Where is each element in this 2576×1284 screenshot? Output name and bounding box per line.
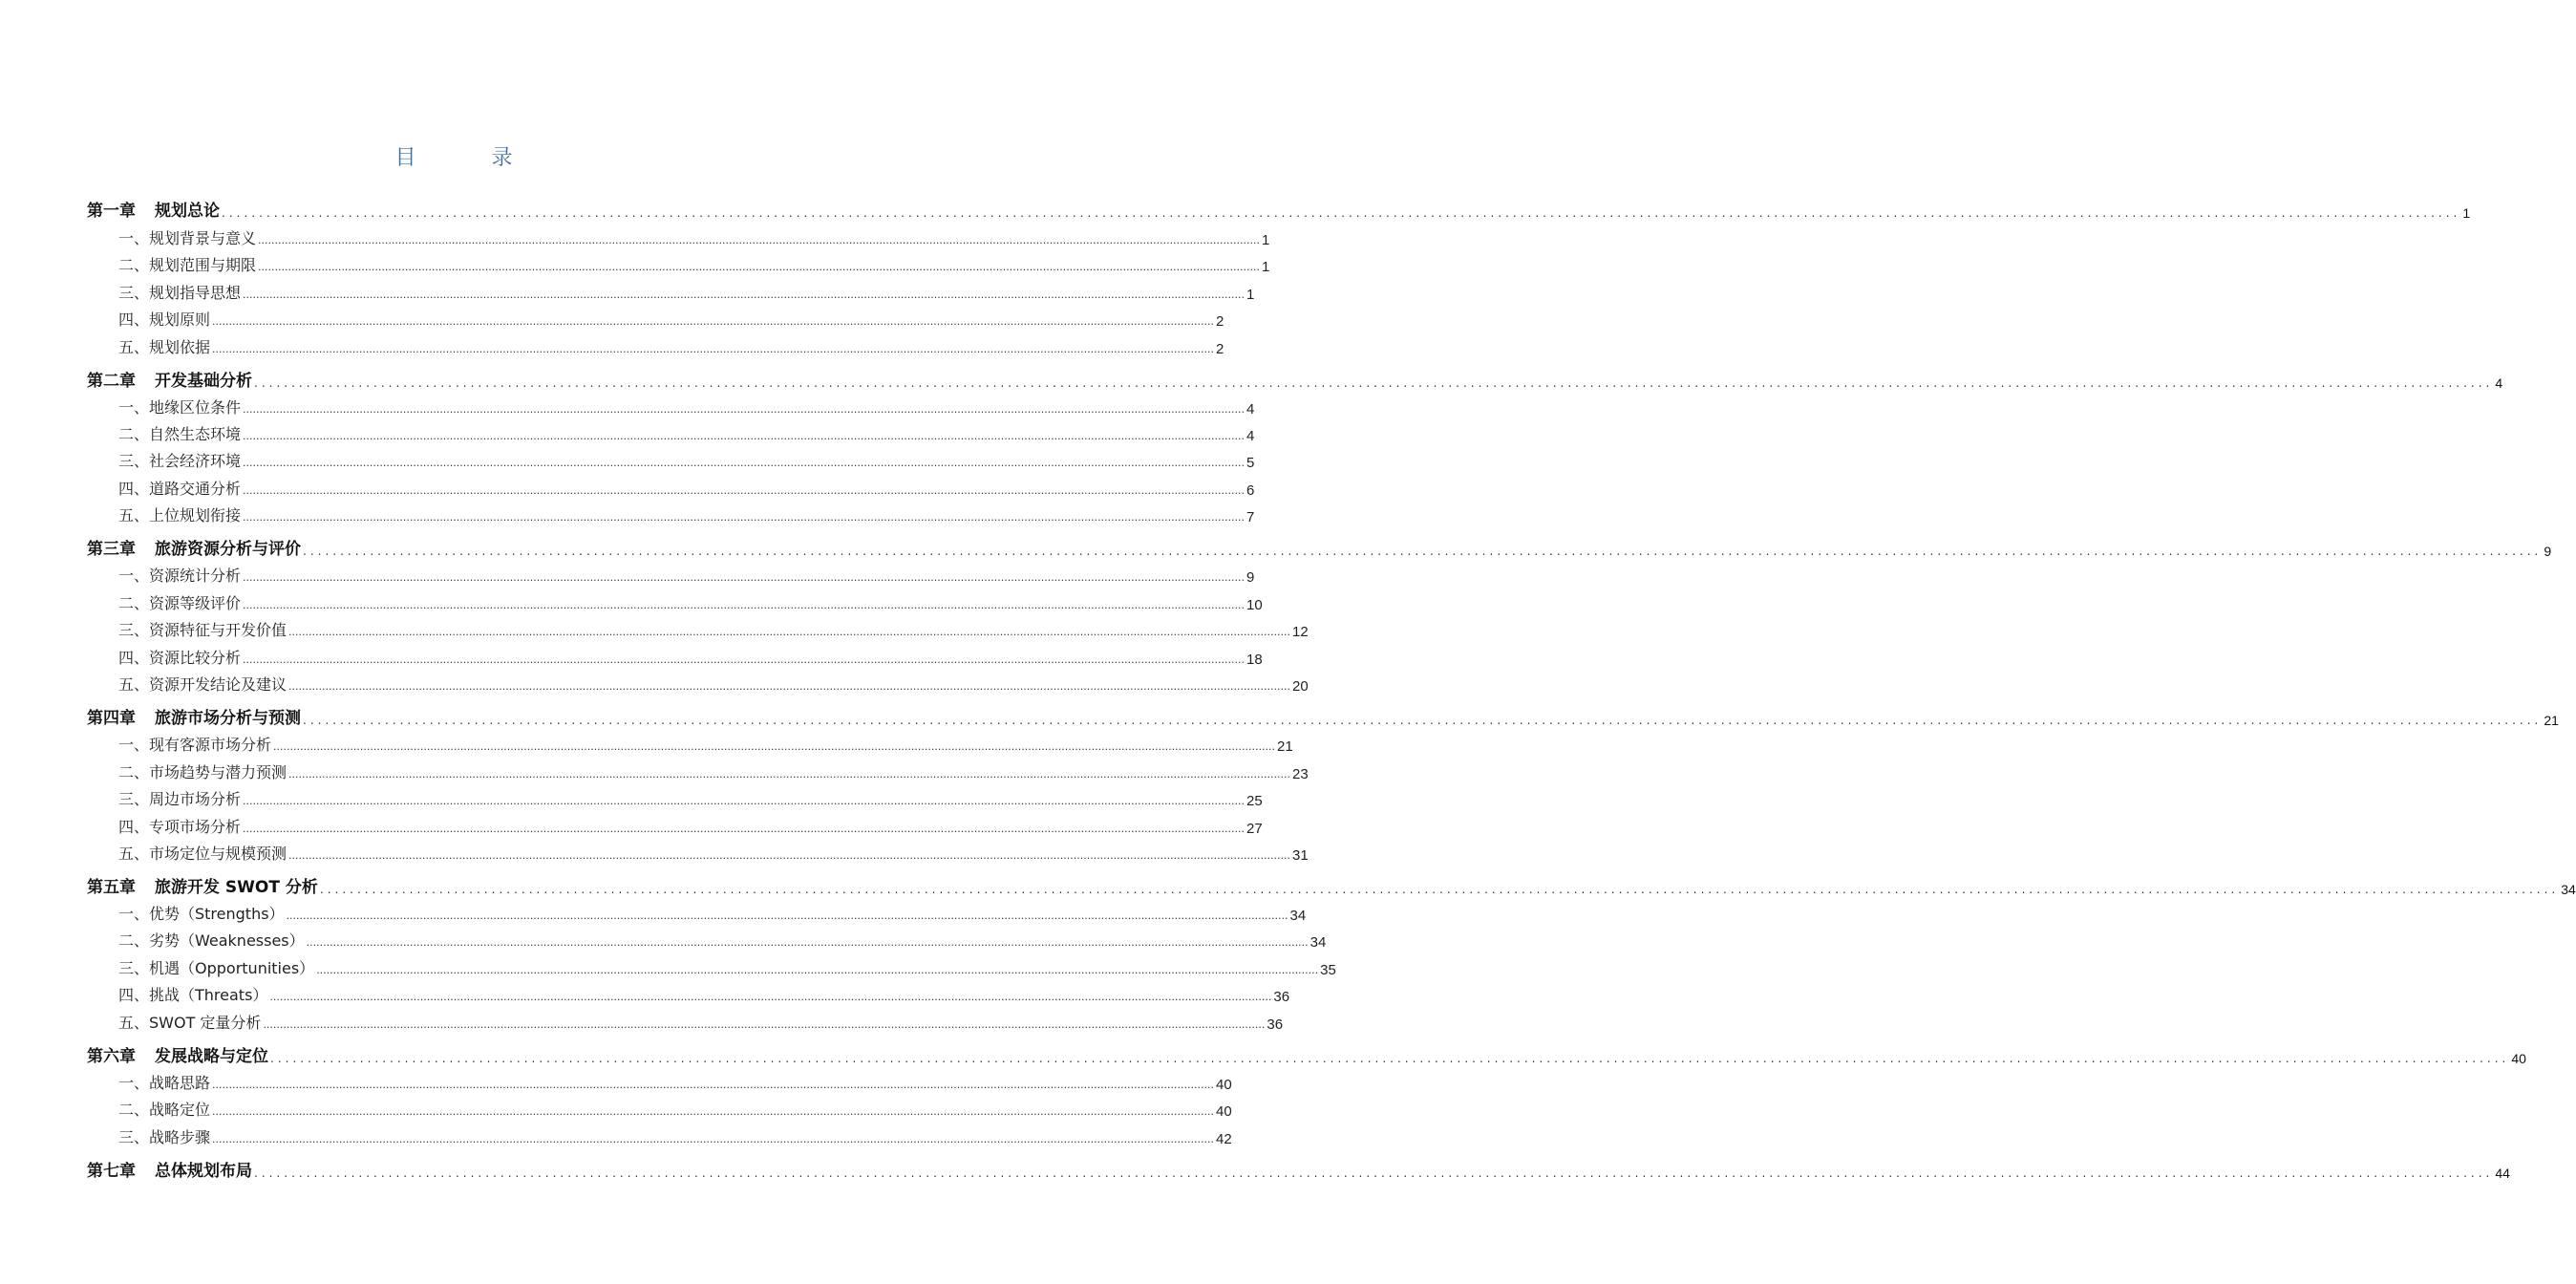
chapter-number: 第七章 <box>87 1162 136 1181</box>
dot-leader: ............................................................................................................................................................................................................................................................................................................ <box>243 653 1245 666</box>
toc-section-entry[interactable] <box>118 448 1255 471</box>
page-number: 25 <box>1246 793 1263 809</box>
toc-section-entry[interactable] <box>118 786 1263 809</box>
toc-section-entry[interactable] <box>118 307 1224 330</box>
page-number: 27 <box>1246 821 1263 837</box>
dot-leader: ............................................................................................................................................................................................................................................................................................................ <box>288 680 1290 693</box>
section-title: 二、资源等级评价 <box>118 594 242 612</box>
toc-chapter-entry[interactable] <box>87 536 2552 559</box>
page-number: 2 <box>1216 341 1224 357</box>
section-title: 四、挑战（Threats） <box>118 986 268 1004</box>
page-number: 40 <box>2511 1051 2526 1066</box>
dot-leader: ............................................................................................................................................................................................................................................................................................................ <box>254 376 2494 390</box>
chapter-number: 第五章 <box>87 878 136 897</box>
toc-section-entry[interactable] <box>118 841 1309 864</box>
dot-leader: ............................................................................................................................................................................................................................................................................................................ <box>243 511 1245 524</box>
toc-chapter-entry[interactable] <box>87 1158 2510 1181</box>
section-title: 二、劣势（Weaknesses） <box>118 931 305 950</box>
dot-leader: ............................................................................................................................................................................................................................................................................................................ <box>212 1079 1214 1091</box>
dot-leader: ............................................................................................................................................................................................................................................................................................................ <box>270 1052 2510 1065</box>
dot-leader: ............................................................................................................................................................................................................................................................................................................ <box>243 430 1245 442</box>
toc-section-entry[interactable] <box>118 672 1309 695</box>
toc-section-entry[interactable] <box>118 421 1255 444</box>
page-number: 44 <box>2495 1166 2510 1181</box>
toc-section-entry[interactable] <box>118 732 1293 755</box>
toc-chapter-entry[interactable] <box>87 705 2559 728</box>
page-number: 6 <box>1246 482 1255 499</box>
toc-chapter-entry[interactable] <box>87 874 2576 897</box>
dot-leader: ............................................................................................................................................................................................................................................................................................................ <box>273 740 1275 753</box>
dot-leader: ............................................................................................................................................................................................................................................................................................................ <box>243 484 1245 497</box>
dot-leader: ............................................................................................................................................................................................................................................................................................................ <box>212 1133 1214 1145</box>
toc-section-entry[interactable] <box>118 901 1307 924</box>
toc-section-entry[interactable] <box>118 1070 1232 1093</box>
dot-leader: ............................................................................................................................................................................................................................................................................................................ <box>288 768 1290 781</box>
section-title: 四、规划原则 <box>118 310 211 329</box>
chapter-number: 第二章 <box>87 372 136 391</box>
chapter-number: 第四章 <box>87 709 136 728</box>
section-title: 四、专项市场分析 <box>118 818 242 836</box>
page-number: 4 <box>1246 401 1255 417</box>
section-title: 一、规划背景与意义 <box>118 229 257 247</box>
toc-section-entry[interactable] <box>118 503 1255 525</box>
page-number: 7 <box>1246 509 1255 525</box>
page-number: 34 <box>2561 882 2576 897</box>
chapter-title: 旅游市场分析与预测 <box>155 709 301 728</box>
section-title: 四、资源比较分析 <box>118 649 242 667</box>
dot-leader: ............................................................................................................................................................................................................................................................................................................ <box>222 206 2461 220</box>
page-number: 10 <box>1246 597 1263 613</box>
section-title: 五、规划依据 <box>118 338 211 356</box>
page-number: 34 <box>1309 934 1327 951</box>
toc-section-entry[interactable] <box>118 252 1270 275</box>
dot-leader: ............................................................................................................................................................................................................................................................................................................ <box>263 1018 1266 1031</box>
dot-leader: ............................................................................................................................................................................................................................................................................................................ <box>306 936 1309 949</box>
dot-leader: ............................................................................................................................................................................................................................................................................................................ <box>254 1166 2494 1180</box>
toc-section-entry[interactable] <box>118 955 1336 978</box>
page-number: 9 <box>2544 544 2552 559</box>
chapter-title: 发展战略与定位 <box>155 1047 268 1066</box>
section-title: 二、规划范围与期限 <box>118 256 257 274</box>
dot-leader: ............................................................................................................................................................................................................................................................................................................ <box>316 964 1319 976</box>
page-number: 21 <box>1277 738 1293 755</box>
page-number: 12 <box>1292 624 1309 640</box>
page-number: 1 <box>1246 287 1255 303</box>
dot-leader: ............................................................................................................................................................................................................................................................................................................ <box>243 571 1245 584</box>
chapter-title: 总体规划布局 <box>155 1162 252 1181</box>
page-number: 18 <box>1246 652 1263 668</box>
dot-leader: ............................................................................................................................................................................................................................................................................................................ <box>243 403 1245 416</box>
toc-section-entry[interactable] <box>118 982 1290 1005</box>
dot-leader: ............................................................................................................................................................................................................................................................................................................ <box>258 234 1260 246</box>
toc-section-entry[interactable] <box>118 760 1309 782</box>
dot-leader: ............................................................................................................................................................................................................................................................................................................ <box>243 457 1245 469</box>
page-number: 1 <box>1262 232 1270 248</box>
section-title: 一、优势（Strengths） <box>118 905 285 923</box>
page-number: 40 <box>1216 1077 1232 1093</box>
chapter-number: 第一章 <box>87 202 136 221</box>
toc-section-entry[interactable] <box>118 645 1263 668</box>
section-title: 五、资源开发结论及建议 <box>118 675 287 694</box>
chapter-title: 开发基础分析 <box>155 372 252 391</box>
page-number: 31 <box>1292 847 1309 864</box>
section-title: 三、规划指导思想 <box>118 284 242 302</box>
chapter-title: 规划总论 <box>155 202 220 221</box>
section-title: 三、战略步骤 <box>118 1128 211 1146</box>
toc-section-entry[interactable] <box>118 814 1263 837</box>
page-number: 21 <box>2544 713 2559 728</box>
page-number: 35 <box>1320 962 1336 978</box>
toc-chapter-entry[interactable] <box>87 198 2471 221</box>
dot-leader: ............................................................................................................................................................................................................................................................................................................ <box>269 991 1272 1003</box>
page-number: 40 <box>1216 1103 1232 1120</box>
dot-leader: ............................................................................................................................................................................................................................................................................................................ <box>243 599 1245 611</box>
section-title: 四、道路交通分析 <box>118 480 242 498</box>
page-number: 2 <box>1216 313 1224 330</box>
toc-section-entry[interactable] <box>118 334 1224 357</box>
section-title: 一、现有客源市场分析 <box>118 736 272 754</box>
page-number: 34 <box>1289 908 1307 924</box>
toc-section-entry[interactable] <box>118 590 1263 613</box>
toc-section-entry[interactable] <box>118 476 1255 499</box>
chapter-number: 第三章 <box>87 540 136 559</box>
page-number: 4 <box>1246 428 1255 444</box>
page-title: 目 录 <box>394 146 547 170</box>
dot-leader: ............................................................................................................................................................................................................................................................................................................ <box>288 849 1290 862</box>
section-title: 五、SWOT 定量分析 <box>118 1014 262 1032</box>
chapter-title: 旅游开发 SWOT 分析 <box>155 878 318 897</box>
dot-leader: ............................................................................................................................................................................................................................................................................................................ <box>212 1105 1214 1118</box>
toc-section-entry[interactable] <box>118 563 1255 586</box>
page-number: 20 <box>1292 678 1309 695</box>
dot-leader: ............................................................................................................................................................................................................................................................................................................ <box>303 545 2543 558</box>
toc-section-entry[interactable] <box>118 1124 1232 1147</box>
page-number: 36 <box>1273 989 1290 1005</box>
toc-section-entry[interactable] <box>118 1097 1232 1120</box>
page-number: 1 <box>1262 259 1270 275</box>
toc-section-entry[interactable] <box>118 225 1270 248</box>
toc-section-entry[interactable] <box>118 617 1309 640</box>
page-number: 5 <box>1246 455 1255 471</box>
page-number: 1 <box>2462 205 2471 221</box>
toc-chapter-entry[interactable] <box>87 368 2503 391</box>
page-number: 9 <box>1246 569 1255 586</box>
section-title: 五、市场定位与规模预测 <box>118 845 287 863</box>
page-number: 42 <box>1216 1131 1232 1147</box>
dot-leader: ............................................................................................................................................................................................................................................................................................................ <box>286 910 1288 922</box>
dot-leader: ............................................................................................................................................................................................................................................................................................................ <box>258 261 1260 273</box>
section-title: 二、自然生态环境 <box>118 425 242 443</box>
dot-leader: ............................................................................................................................................................................................................................................................................................................ <box>319 883 2560 896</box>
section-title: 三、机遇（Opportunities） <box>118 959 315 977</box>
section-title: 一、地缘区位条件 <box>118 398 242 417</box>
section-title: 三、周边市场分析 <box>118 790 242 808</box>
toc-section-entry[interactable] <box>118 280 1255 303</box>
dot-leader: ............................................................................................................................................................................................................................................................................................................ <box>243 823 1245 835</box>
section-title: 一、战略思路 <box>118 1074 211 1092</box>
section-title: 五、上位规划衔接 <box>118 506 242 524</box>
chapter-number: 第六章 <box>87 1047 136 1066</box>
chapter-title: 旅游资源分析与评价 <box>155 540 301 559</box>
page-number: 4 <box>2495 375 2503 391</box>
toc-section-entry[interactable] <box>118 395 1255 417</box>
dot-leader: ............................................................................................................................................................................................................................................................................................................ <box>212 315 1214 328</box>
section-title: 三、资源特征与开发价值 <box>118 621 287 639</box>
section-title: 三、社会经济环境 <box>118 452 242 470</box>
section-title: 二、市场趋势与潜力预测 <box>118 763 287 781</box>
toc-section-entry[interactable] <box>118 928 1327 951</box>
section-title: 一、资源统计分析 <box>118 567 242 585</box>
page-number: 36 <box>1267 1016 1284 1033</box>
dot-leader: ............................................................................................................................................................................................................................................................................................................ <box>212 343 1214 355</box>
toc-chapter-entry[interactable] <box>87 1043 2526 1066</box>
dot-leader: ............................................................................................................................................................................................................................................................................................................ <box>303 714 2543 727</box>
toc-section-entry[interactable] <box>118 1010 1284 1033</box>
page-number: 23 <box>1292 766 1309 782</box>
dot-leader: ............................................................................................................................................................................................................................................................................................................ <box>288 626 1290 638</box>
section-title: 二、战略定位 <box>118 1101 211 1119</box>
dot-leader: ............................................................................................................................................................................................................................................................................................................ <box>243 289 1245 301</box>
dot-leader: ............................................................................................................................................................................................................................................................................................................ <box>243 795 1245 807</box>
